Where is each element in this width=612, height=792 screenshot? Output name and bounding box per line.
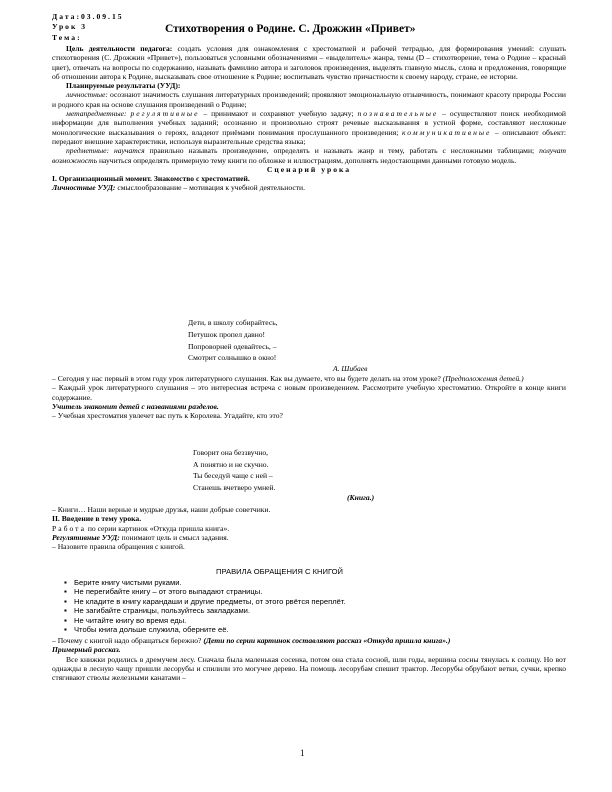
personal-label: личностные: — [66, 90, 108, 100]
reg-uud-label: Регулятивные УУД: — [52, 532, 120, 542]
poem-2-line: Станешь вчетверо умней. — [193, 482, 276, 492]
scenario-heading: Сценарий урока — [266, 164, 352, 174]
subject-text-2: научиться определять примерную тему книги по обложке и иллюстрациям, дополнять недостающими данными готовую модель. — [97, 155, 517, 165]
reg-uud-text: понимают цель и смысл задания. — [119, 532, 229, 542]
list-item: ▪ Не загибайте страницы, пользуйтесь закладками. — [64, 606, 346, 615]
reg-label: регулятивные — [130, 109, 200, 119]
reg-text: – принимают и сохраняют учебную задачу; — [199, 109, 354, 119]
poem-1-line: Смотрит солнышко в окно! — [188, 353, 277, 363]
teacher-note: Учитель знакомит детей с названиями разделов. — [52, 401, 219, 411]
poem-1 — [188, 317, 278, 364]
list-item: ▪ Берите книгу чистыми руками. — [64, 578, 346, 587]
poem-2-line: А понятно и не скучно. — [193, 459, 269, 469]
sample-story-text: Все книжки родились в дремучем лесу. Сначала была маленькая сосенка, потом она стала сосной, шли годы, вершина сосны тянулась к солнцу. Но вот однажды в лесную чащу пришли лесорубы и спилили это могучее дерево. На помощь лесорубам спешит трактор. Лесорубы обрубают ветки, сучки, крепко стягивают стволы железными канатами – — [52, 654, 566, 683]
poem-2 — [193, 447, 276, 493]
paragraph-riddle-intro: – Учебная хрестоматия увлечет вас путь к Королева. Угадайте, кто это? — [52, 411, 283, 421]
lesson-text-2 — [52, 374, 566, 420]
paragraph-rules-question: – Назовите правила обращения с книгой. — [52, 542, 185, 552]
paragraph-question-note: (Предположения детей.) — [442, 374, 524, 383]
lesson-text-3 — [52, 505, 566, 551]
poem-1-line: Петушок пропел давно! — [188, 329, 266, 339]
poem-2-line: Говорит она беззвучно, — [193, 448, 269, 457]
stage-1-uud-text: смыслообразование – мотивация к учебной деятельности. — [115, 183, 306, 193]
goal-text: создать условия для ознакомления с хрестоматией и рабочей тетрадью, для формирования умений: слушать стихотворения (С. Дрожжин «Привет»), пользоваться условными обозначениями – «выделитель» жанра, темы (D – стихотворение, тема о Родине – красный цвет), отвечать на вопросы по содержанию, называть фамилию автора и заголовок произведения, выделять главную мысль, слова и предложения, говорящие об отношении автора к Родине, высказывать свое отношение к Родине; воспитывать чувство причастности к своему народу, стране, ее истории. — [52, 44, 567, 81]
cog-label: познавательные — [357, 109, 439, 119]
learn-label: научатся — [113, 146, 145, 156]
goal-paragraph — [52, 44, 566, 81]
list-item: ▪ Чтобы книга дольше служила, оберните её. — [64, 625, 346, 634]
poem-1-author: А. Шибаев — [333, 364, 368, 373]
chance-label: получат возможность — [52, 146, 566, 165]
paragraph-why-note: (Дети по серии картинок составляют рассказ «Откуда пришла книга».) — [203, 636, 451, 645]
meta-label: метапредметные: — [66, 109, 127, 119]
rules-list — [64, 578, 346, 634]
lesson-line: Урок 3 — [52, 22, 88, 31]
stage-1-heading: I. Организационный момент. Знакомство с хрестоматией. — [52, 174, 250, 184]
list-item: ▪ Не читайте книгу во время еды. — [64, 616, 346, 625]
page-title: Стихотворения о Родине. С. Дрожжин «Привет» — [165, 23, 416, 35]
subject-text-1: правильно называть произведение, определять и называть жанр и тему, работать с несложными таблицами; — [144, 146, 535, 156]
main-text — [52, 44, 566, 193]
list-item: ▪ Не кладите в книгу карандаши и другие предметы, от этого рвётся переплёт. — [64, 597, 346, 606]
date-line: Дата:03.09.15 — [52, 12, 124, 21]
paragraph-question: – Сегодня у нас первый в этом году урок литературного слушания. Как вы думаете, что вы будете делать на этом уроке? (Предположения детей.) — [52, 374, 524, 383]
personal-text: осознают значимость слушания литературных произведений; проявляют эмоциональную отзывчивость, понимают красоту природы России и родного края на основе слушания произведений о Родине; — [52, 90, 566, 109]
work-label: Работа — [52, 523, 86, 533]
riddle-answer: (Книга.) — [347, 493, 375, 502]
results-heading: Планируемые результаты (УУД): — [66, 81, 181, 91]
poem-1-line: Попроворней одевайтесь, – — [188, 341, 277, 351]
personal-results — [52, 90, 566, 109]
poem-2-line: Ты беседуй чаще с ней – — [193, 471, 273, 481]
work-text: по серии картинок «Откуда пришла книга». — [85, 523, 230, 533]
cog-text: – осуществляют поиск необходимой информации для выполнения учебных заданий; осознанно и произвольно строят речевые высказывания в устной форме, составляют несложные монологические высказывания о героях, владеют приёмами понимания прослушанного произведения; — [52, 109, 566, 137]
page-number: 1 — [300, 748, 305, 758]
poem-1-line: Дети, в школу собирайтесь, — [188, 318, 278, 327]
comm-label: коммуникативные — [401, 127, 492, 137]
list-item: ▪ Не перегибайте книгу – от этого выпадают страницы. — [64, 587, 346, 596]
lesson-text-4 — [52, 636, 566, 682]
comm-text: – описывают объект: передают внешние характеристики, используя выразительные средства языка; — [52, 127, 566, 146]
sample-story-label: Примерный рассказ. — [52, 645, 121, 655]
rules-heading: ПРАВИЛА ОБРАЩЕНИЯ С КНИГОЙ — [216, 567, 344, 576]
subject-results — [52, 146, 566, 165]
paragraph-hrestomatia: – Каждый урок литературного слушания – это интересная встреча с новым произведением. Рассмотрите учебную хрестоматию. Откройте в конце книги содержание. — [52, 383, 566, 402]
meta-results — [52, 109, 566, 146]
stage-2-heading: II. Введение в тему урока. — [52, 514, 142, 524]
paragraph-books: – Книги… Наши верные и мудрые друзья, наши добрые советчики. — [52, 505, 271, 514]
paragraph-why: – Почему с книгой надо обращаться бережно? (Дети по серии картинок составляют рассказ «Откуда пришла книга».) — [52, 636, 451, 645]
work-line — [52, 524, 566, 533]
reg-uud-line — [52, 533, 566, 542]
goal-label: Цель деятельности педагога: — [66, 44, 173, 53]
stage-1-uud — [52, 183, 566, 192]
subject-label: предметные: — [66, 146, 110, 156]
theme-label: Тема: — [52, 33, 82, 42]
stage-1-uud-label: Личностные УУД: — [52, 183, 116, 193]
